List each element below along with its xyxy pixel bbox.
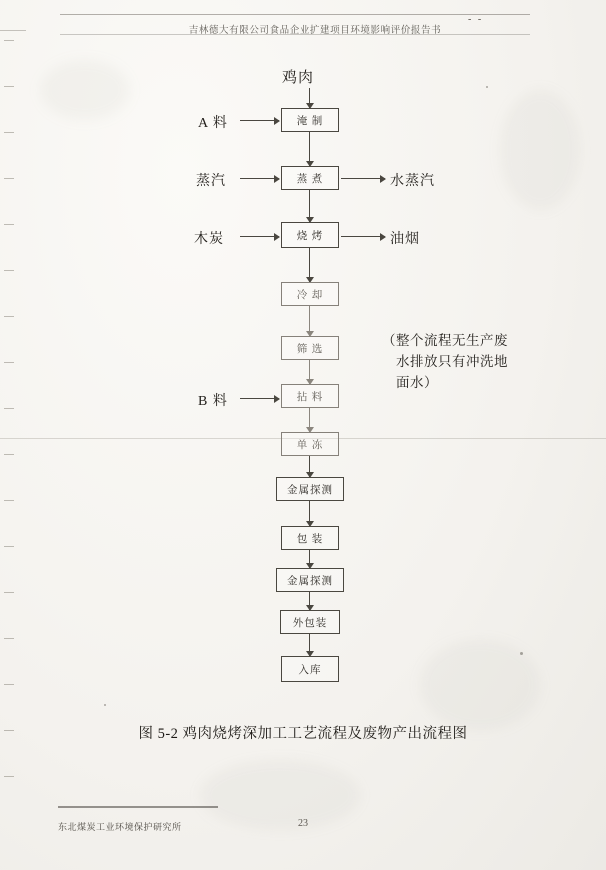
header-title: 吉林德大有限公司食品企业扩建项目环境影响评价报告书 xyxy=(188,26,442,36)
flow-node-outer-packaging: 外包装 xyxy=(280,610,340,634)
flow-note-line-3: 面水） xyxy=(396,375,438,390)
flow-node-metal-detection-1: 金属探测 xyxy=(276,477,344,501)
arrow-charcoal-to-n3 xyxy=(240,236,279,237)
arrow-n8-to-n9 xyxy=(309,501,310,526)
figure-caption: 图 5-2 鸡肉烧烤深加工工艺流程及废物产出流程图 xyxy=(138,726,468,742)
flow-node-packaging: 包 装 xyxy=(281,526,339,550)
arrow-n10-to-n11 xyxy=(309,592,310,610)
flow-input-chicken-label: 鸡肉 xyxy=(282,70,315,86)
flow-node-seasoning: 拈 料 xyxy=(281,384,339,408)
arrow-steam-to-n2 xyxy=(240,178,279,179)
flow-input-charcoal-label: 木炭 xyxy=(194,232,224,247)
flow-node-marinate: 淹 制 xyxy=(281,108,339,132)
flow-node-metal-detection-2: 金属探测 xyxy=(276,568,344,592)
arrow-n3-to-n4 xyxy=(309,248,310,282)
flow-node-steam-cook: 蒸 煮 xyxy=(281,166,339,190)
flow-note-line-1: （整个流程无生产废 xyxy=(382,333,508,348)
arrow-n4-to-n5 xyxy=(309,306,310,336)
flow-note xyxy=(382,330,572,393)
arrow-n9-to-n10 xyxy=(309,550,310,568)
footer-rule xyxy=(58,806,218,808)
flow-note-line-2: 水排放只有冲洗地 xyxy=(396,354,508,369)
flow-node-warehouse: 入库 xyxy=(281,656,339,682)
flow-input-b-material-label: B 料 xyxy=(198,394,228,409)
flow-node-screening: 筛 选 xyxy=(281,336,339,360)
flow-node-barbecue: 烧 烤 xyxy=(281,222,339,248)
arrow-b-material-to-n6 xyxy=(240,398,279,399)
arrow-n2-to-n3 xyxy=(309,190,310,222)
arrow-a-material-to-n1 xyxy=(240,120,279,121)
flow-input-a-material-label: A 料 xyxy=(198,116,228,131)
header-dash-mark: - - xyxy=(468,14,484,25)
arrow-n1-to-n2 xyxy=(309,132,310,166)
arrow-chicken-to-n1 xyxy=(309,88,310,108)
page-number: 23 xyxy=(298,818,308,829)
flow-node-cooling: 冷 却 xyxy=(281,282,339,306)
arrow-n7-to-n8 xyxy=(309,456,310,477)
arrow-n2-to-water-vapor xyxy=(341,178,385,179)
flow-node-quick-freeze: 单 冻 xyxy=(281,432,339,456)
flow-output-oil-fume-label: 油烟 xyxy=(390,232,420,247)
flow-output-water-vapor-label: 水蒸汽 xyxy=(390,174,435,189)
footer-organization: 东北煤炭工业环境保护研究所 xyxy=(58,822,182,832)
arrow-n5-to-n6 xyxy=(309,360,310,384)
arrow-n3-to-oil-fume xyxy=(341,236,385,237)
arrow-n6-to-n7 xyxy=(309,408,310,432)
arrow-n11-to-n12 xyxy=(309,634,310,656)
flow-input-steam-label: 蒸汽 xyxy=(196,174,226,189)
